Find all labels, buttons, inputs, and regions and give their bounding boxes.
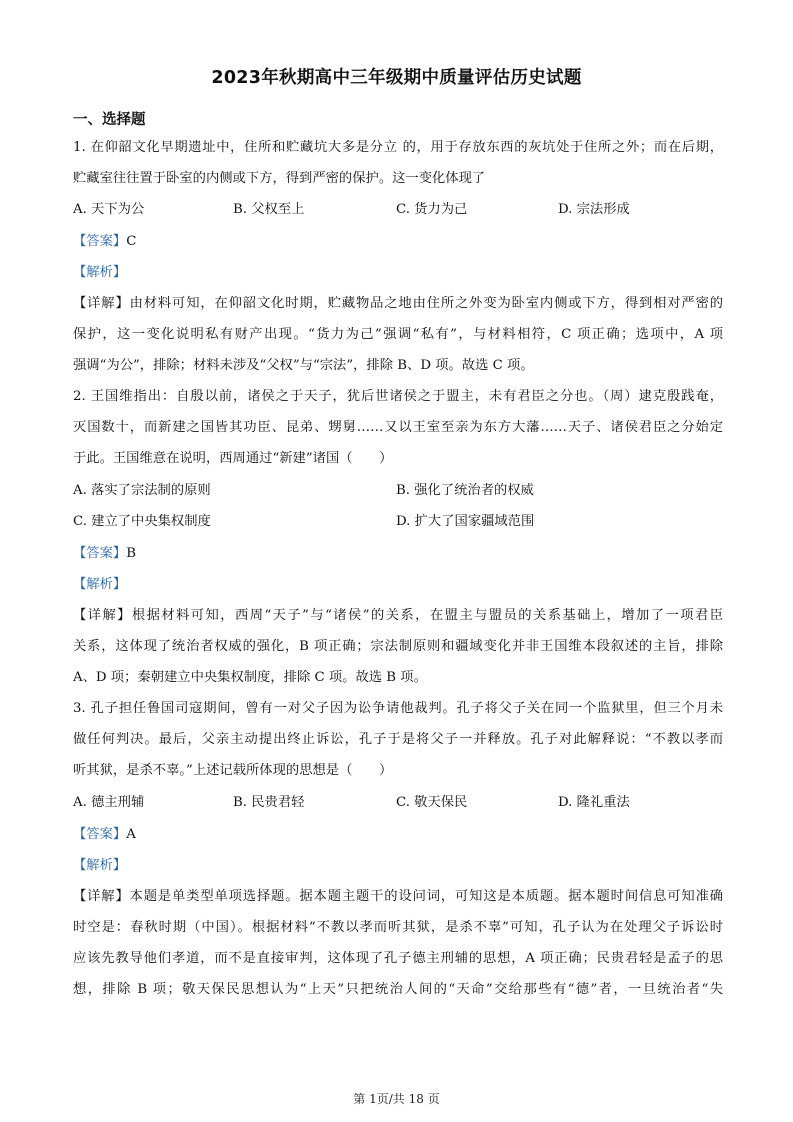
q3-stem-line-2: 做任何判决。最后，父亲主动提出终止诉讼，孔子于是将父子一并释放。孔子对此解释说：“不教以孝而	[73, 732, 723, 747]
answer-value: B	[126, 546, 136, 561]
q2-stem-line-3: 于此。王国维意在说明，西周通过“新建”诸国（ ）	[73, 451, 393, 466]
answer-value: A	[126, 827, 136, 842]
q3-option-d: D. 隆礼重法	[558, 795, 630, 810]
q2-option-a: A. 落实了宗法制的原则	[73, 483, 211, 498]
answer-tag: 【答案】	[73, 234, 127, 249]
answer-value: C	[126, 234, 137, 249]
q1-detail-line-2: 保护，这一变化说明私有财产出现。“货力为己”强调“私有”，与材料相符，C 项正确；选项中，A 项	[73, 327, 723, 342]
q2-answer	[73, 545, 136, 563]
page-footer: 第 1页/共 18 页	[353, 1092, 440, 1106]
q1-detail-line-3: 强调“为公”，排除；材料未涉及“父权”与“宗法”，排除 B、D 项。故选 C 项。	[73, 358, 534, 373]
q3-analysis-tag: 【解析】	[73, 858, 127, 873]
q3-stem-line-3: 听其狱，是杀不辜。”上述记载所体现的思想是（ ）	[73, 763, 393, 778]
detail-text: 根据材料可知，西周“天子”与“诸侯”的关系，在盟主与盟员的关系基础上，增加了一项君臣	[131, 608, 723, 623]
q1-detail-line-1	[73, 295, 723, 313]
q2-option-b: B. 强化了统治者的权威	[396, 483, 534, 498]
detail-text: 由材料可知，在仰韶文化时期，贮藏物品之地由住所之外变为卧室内侧或下方，得到相对严密的	[129, 296, 723, 311]
q3-detail-line-1	[73, 888, 723, 906]
q3-stem-line-1: 3. 孔子担任鲁国司寇期间，曾有一对父子因为讼争请他裁判。孔子将父子关在同一个监狱里，但三个月未	[73, 701, 723, 716]
detail-tag: 【详解】	[73, 608, 132, 623]
q2-option-c: C. 建立了中央集权制度	[73, 514, 211, 529]
q1-option-a: A. 天下为公	[73, 202, 145, 217]
answer-tag: 【答案】	[73, 546, 127, 561]
q3-option-c: C. 敬天保民	[396, 795, 468, 810]
detail-tag: 【详解】	[73, 889, 130, 904]
q2-option-d: D. 扩大了国家疆域范围	[396, 514, 535, 529]
answer-tag: 【答案】	[73, 827, 127, 842]
q3-answer	[73, 826, 136, 844]
q3-detail-line-3: 应该先教导他们孝道，而不是直接审判，这体现了孔子德主刑辅的思想，A 项正确；民贵君轻是孟子的思	[73, 951, 723, 966]
q2-stem-line-1: 2. 王国维指出：自殷以前，诸侯之于天子，犹后世诸侯之于盟主，未有君臣之分也。（周）逮克殷践奄，	[73, 389, 723, 404]
detail-text: 本题是单类型单项选择题。据本题主题干的设问词，可知这是本质题。据本题时间信息可知准确	[129, 889, 723, 904]
q3-option-b: B. 民贵君轻	[233, 795, 305, 810]
q1-stem-line-2: 贮藏室往往置于卧室的内侧或下方，得到严密的保护。这一变化体现了	[73, 171, 486, 186]
section-heading: 一、选择题	[73, 112, 146, 128]
q3-detail-line-2: 时空是：春秋时期（中国）。根据材料“不教以孝而听其狱，是杀不辜”可知，孔子认为在处理父子诉讼时	[73, 920, 723, 935]
q2-detail-line-2: 关系，这体现了统治者权威的强化，B 项正确；宗法制原则和疆域变化并非王国维本段叙述的主旨，排除	[73, 639, 723, 654]
q1-analysis-tag: 【解析】	[73, 265, 127, 280]
q2-stem-line-2: 灭国数十，而新建之国皆其功臣、昆弟、甥舅……又以王室至亲为东方大藩……天子、诸侯君臣之分始定	[73, 420, 723, 435]
q1-option-d: D. 宗法形成	[558, 202, 630, 217]
q1-option-b: B. 父权至上	[233, 202, 305, 217]
q3-detail-line-4: 想，排除 B 项；敬天保民思想认为“上天”只把统治人间的“天命”交给那些有“德”者，一旦统治者“失	[73, 982, 723, 997]
q1-option-c: C. 货力为己	[396, 202, 468, 217]
q2-detail-line-1	[73, 607, 723, 625]
detail-tag: 【详解】	[73, 296, 130, 311]
q2-detail-line-3: A、D 项；秦朝建立中央集权制度，排除 C 项。故选 B 项。	[73, 670, 427, 685]
q1-answer	[73, 233, 136, 251]
page-title: 2023年秋期高中三年级期中质量评估历史试题	[211, 68, 582, 88]
q2-analysis-tag: 【解析】	[73, 577, 127, 592]
q1-stem-line-1: 1. 在仰韶文化早期遗址中，住所和贮藏坑大多是分立 的，用于存放东西的灰坑处于住所之外；而在后期，	[73, 140, 723, 155]
q3-option-a: A. 德主刑辅	[73, 795, 145, 810]
